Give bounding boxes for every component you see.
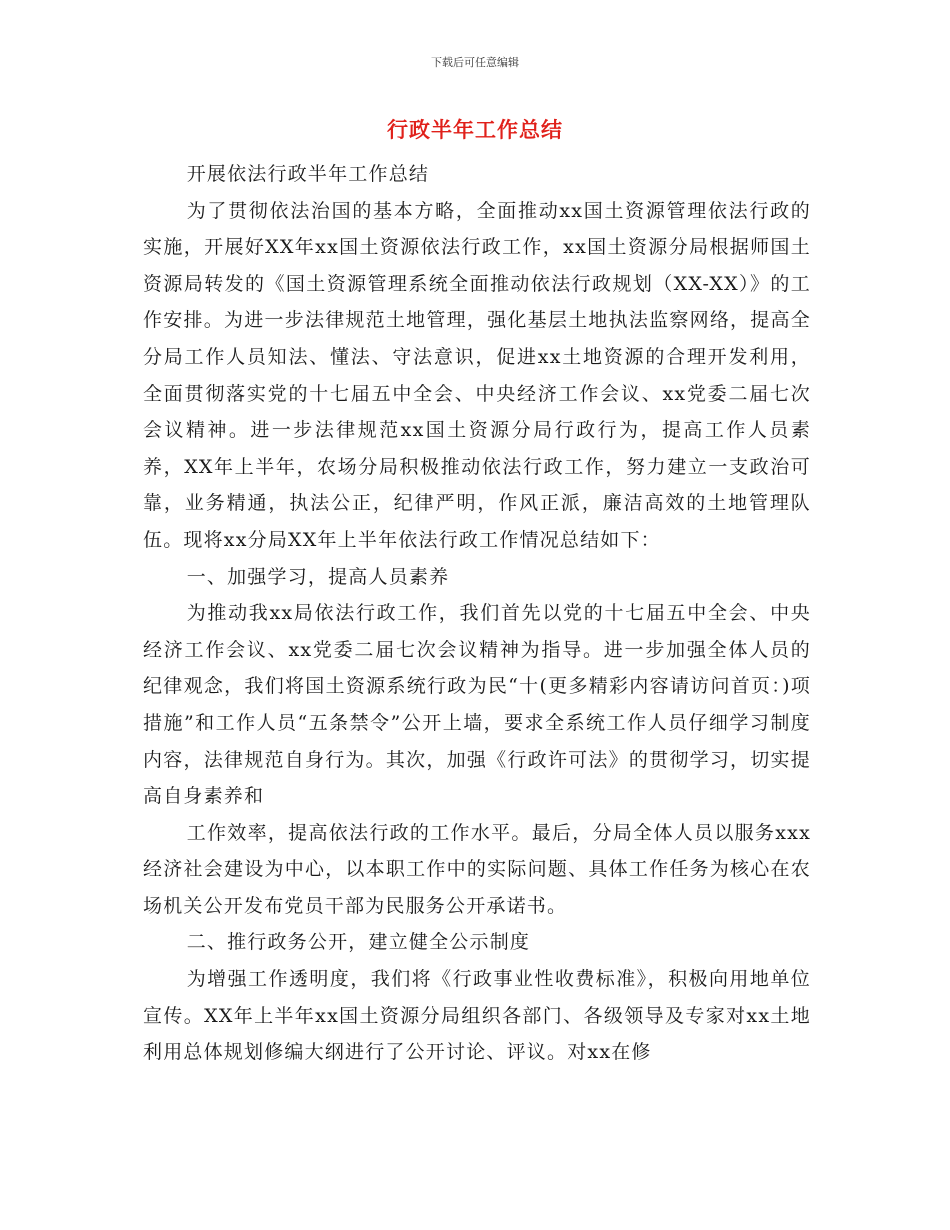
body-paragraph: 工作效率，提高依法行政的工作水平。最后，分局全体人员以服务xxx经济社会建设为中心，以本职工作中的实际问题、具体工作任务为核心在农场机关公开发布党员干部为民服务公开承诺书。 — [143, 821, 811, 917]
body-paragraph: 为了贯彻依法治国的基本方略，全面推动xx国土资源管理依法行政的实施，开展好XX年xx国土资源依法行政工作，xx国土资源分局根据师国土资源局转发的《国土资源管理系统全面推动依法行政规划（XX-XX）》的工作安排。为进一步法律规范土地管理，强化基层土地执法监察网络，提高全分局工作人员知法、懂法、守法意识，促进xx土地资源的合理开发利用，全面贯彻落实党的十七届五中全会、中央经济工作会议、xx党委二届七次会议精神。进一步法律规范xx国土资源分局行政行为，提高工作人员素养，XX年上半年，农场分局积极推动依法行政工作，努力建立一支政治可靠，业务精通，执法公正，纪律严明，作风正派，廉洁高效的土地管理队伍。现将xx分局XX年上半年依法行政工作情况总结如下： — [143, 199, 811, 551]
document-body — [143, 156, 811, 1071]
section-heading-2: 二、推行政务公开，建立健全公示制度 — [186, 931, 531, 954]
body-paragraph: 为推动我xx局依法行政工作，我们首先以党的十七届五中全会、中央经济工作会议、xx党委二届七次会议精神为指导。进一步加强全体人员的纪律观念，我们将国土资源系统行政为民“十(更多精彩内容请访问首页：)项措施”和工作人员“五条禁令”公开上墙，要求全系统工作人员仔细学习制度内容，法律规范自身行为。其次，加强《行政许可法》的贯彻学习，切实提高自身素养和 — [143, 602, 811, 808]
section-heading-intro: 开展依法行政半年工作总结 — [186, 163, 430, 185]
body-paragraph: 为增强工作透明度，我们将《行政事业性收费标准》，积极向用地单位宣传。XX年上半年xx国土资源分局组织各部门、各级领导及专家对xx土地利用总体规划修编大纲进行了公开讨论、评议。对xx在修 — [143, 968, 811, 1064]
document-title: 行政半年工作总结 — [387, 118, 563, 142]
page-header-note: 下载后可任意编辑 — [431, 56, 519, 69]
section-heading-1: 一、加强学习，提高人员素养 — [186, 565, 450, 588]
